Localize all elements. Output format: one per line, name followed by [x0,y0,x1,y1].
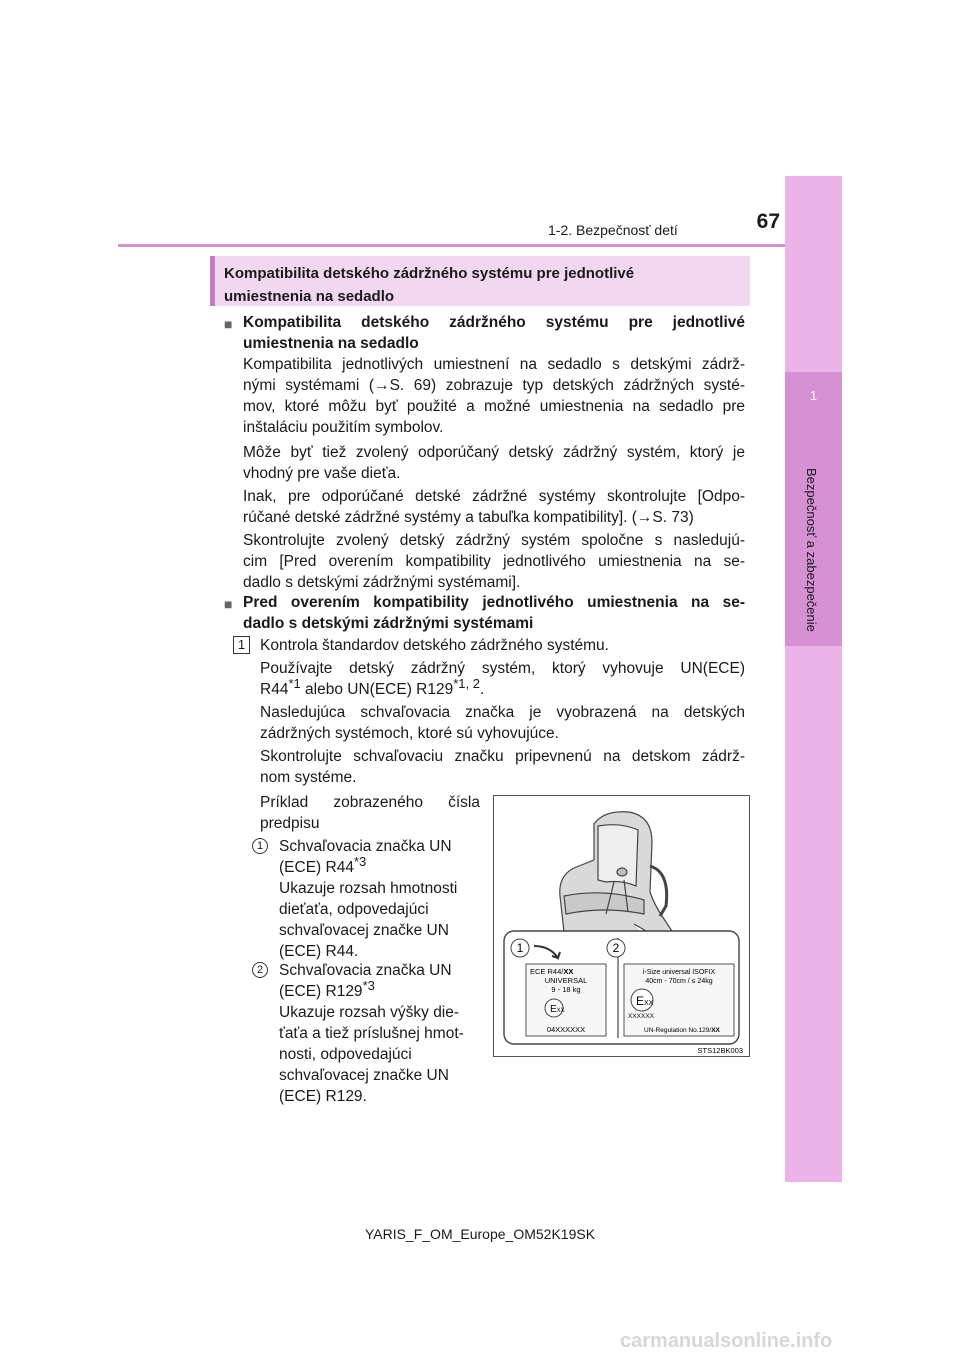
r44-weight: 9 - 18 kg [551,985,581,994]
child-seat-illustration [494,796,749,1056]
text-line: Môže byť tiež zvolený odporúčaný detský zádržný systém, ktorý je [243,444,745,461]
text-period: . [479,681,485,698]
section1-title [243,312,745,354]
section1-paragraph-2 [243,442,745,484]
text-line: schvaľovacej značke UN [279,1067,449,1084]
text-line: Kompatibilita jednotlivých umiestnení na sedadlo s detskými zádrž- [243,356,745,373]
text-line: nými systémami (→S. 69) zobrazuje typ detských zádržných systé- [243,377,745,394]
section1-title-line-2: umiestnenia na sedadlo [243,335,419,352]
document-code: YARIS_F_OM_Europe_OM52K19SK [364,1226,596,1242]
section1-title-line-1: Kompatibilita detského zádržného systému pre jednotlivé [243,314,745,331]
r44-code: 04XXXXXX [546,1025,586,1034]
e-mark-text: EXX [636,994,654,1008]
text-line: Skontrolujte schvaľovaciu značku pripevnenú na detskom zádrž- [260,748,745,765]
r129-regulation: UN-Regulation No.129/XX [644,1027,720,1034]
chapter-number: 1 [809,388,818,403]
side-tab [785,176,842,1182]
bullet-icon: ■ [224,596,233,612]
text-line: cim [Pred overením kompatibility jednotlivého umiestnenia na se- [243,553,745,570]
approval-label-figure [493,795,750,1057]
footnote-ref: *3 [353,853,367,869]
page-number: 67 [756,210,780,233]
r129-title: i-Size universal ISOFIX [642,969,716,976]
r129-code: XXXXXX [628,1013,655,1020]
text-line [279,853,489,878]
example-caption [260,792,480,834]
callout-2-marker: 2 [252,962,268,978]
text-line: Ukazuje rozsah výšky die- [279,1004,460,1021]
r44-label-title: ECE R44/XX [530,967,574,976]
section2-paragraph-3 [260,746,745,788]
child-seat-icon [560,812,675,950]
text-r44: R44 [260,681,289,698]
text-line: (ECE) R129. [279,1088,367,1105]
chapter-title: Bezpečnosť a zabezpečenie [804,468,819,632]
section2-paragraph-1 [260,658,745,700]
r129-range: 40cm - 70cm / ≤ 24kg [645,978,713,985]
text-line: ťaťa a tiež príslušnej hmot- [279,1025,464,1042]
text-line: dieťaťa, odpovedajúci [279,901,429,918]
text-line: nosti, odpovedajúci [279,1046,412,1063]
section1-paragraph-4 [243,530,745,593]
text-line: Inak, pre odporúčané detské zádržné systémy skontrolujte [Odpo- [243,488,745,505]
text-line: (ECE) R44. [279,943,359,960]
section2-paragraph-2 [260,702,745,744]
footnote-ref: *1 [288,675,301,691]
header-rule [118,244,785,247]
text-line: Skontrolujte zvolený detský zádržný systém spoločne s nasledujú- [243,532,745,549]
text-r129: alebo UN(ECE) R129 [300,681,454,698]
bullet-icon: ■ [224,316,233,332]
text-line: Schvaľovacia značka UN [279,962,452,979]
heading-line-2: umiestnenia na sedadlo [224,288,395,305]
text-line: vhodný pre vaše dieťa. [243,465,401,482]
r44-universal: UNIVERSAL [544,976,588,985]
footnote-ref: *1, 2 [453,675,480,691]
section2-title [243,592,745,634]
text-fragment: (ECE) R44 [279,859,354,876]
section1-paragraph-3 [243,486,745,528]
watermark: carmanualsonline.info [620,1330,833,1352]
step-text: Kontrola štandardov detského zádržného systému. [260,637,609,654]
e-mark-text: EXX [550,1004,565,1015]
item2-text [279,960,489,1107]
text-line: Používajte detský zádržný systém, ktorý vyhovuje UN(ECE) [260,660,745,677]
heading-line-1: Kompatibilita detského zádržného systému pre jednotlivé [224,265,635,282]
callout-1-marker: 1 [252,838,268,854]
text-line: Príklad zobrazeného čísla [260,794,480,811]
text-line [260,675,745,700]
text-line: predpisu [260,815,320,832]
text-line: inštaláciu použitím symbolov. [243,419,444,436]
step-number-box: 1 [233,636,250,654]
text-line: rúčané detské zádržné systémy a tabuľka kompatibility]. (→S. 73) [243,509,694,526]
item1-text [279,836,489,962]
figure-callout-1-number: 1 [516,941,524,955]
text-line: mov, ktoré môžu byť použité a možné umiestnenia na sedadlo pre [243,398,745,415]
section2-title-line-1: Pred overením kompatibility jednotlivého umiestnenia na se- [243,594,745,611]
footnote-ref: *3 [362,977,375,993]
text-line: schvaľovacej značke UN [279,922,449,939]
text-line: Schvaľovacia značka UN [279,838,452,855]
text-line: zádržných systémoch, ktoré sú vyhovujúce. [260,725,559,742]
section2-title-line-2: dadlo s detskými zádržnými systémami [243,615,534,632]
figure-callout-2-number: 2 [612,941,620,955]
text-line [279,977,489,1002]
text-line: Nasledujúca schvaľovacia značka je vyobrazená na detských [260,704,745,721]
section1-paragraph-1 [243,354,745,438]
text-line: nom systéme. [260,769,357,786]
figure-id: STS12BK003 [697,1046,743,1055]
text-fragment: (ECE) R129 [279,983,363,1000]
section-title: 1-2. Bezpečnosť detí [548,222,678,238]
text-line: dadlo s detskými zádržnými systémami]. [243,574,521,591]
text-line: Ukazuje rozsah hmotnosti [279,880,458,897]
heading-box-text [224,262,744,308]
